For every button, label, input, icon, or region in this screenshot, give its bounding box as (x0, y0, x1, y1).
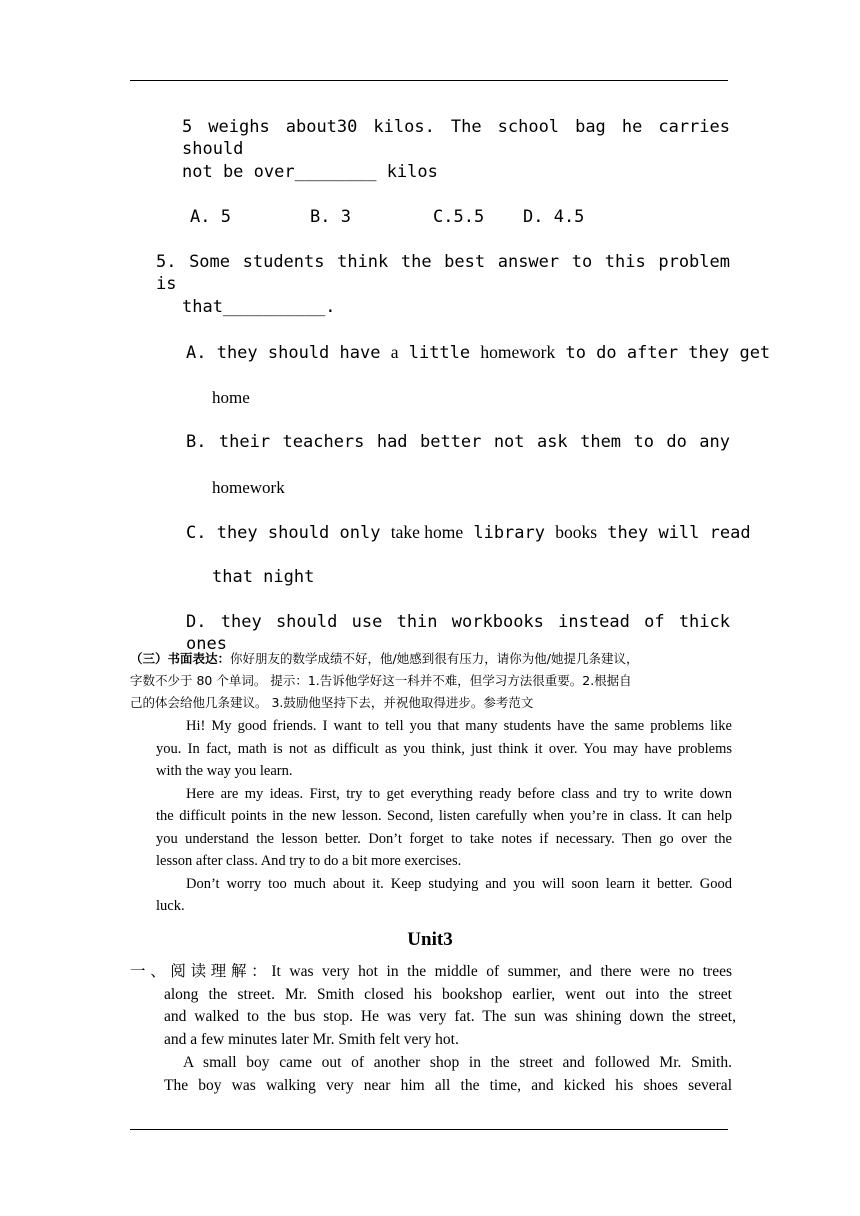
q5-option-c-cont: that night (212, 567, 315, 587)
reading-line6: The boy was walking very near him all the time, and kicked his shoes several (164, 1077, 732, 1094)
q5-line2: that__________. (182, 297, 336, 317)
q4-option-d: D. 4.5 (523, 207, 585, 227)
q5-option-a-text-4: homework (480, 342, 556, 362)
q5-option-a (186, 341, 770, 364)
reading-line2: along the street. Mr. Smith closed his bookshop earlier, went out into the street (164, 986, 732, 1003)
q5-option-c (186, 521, 751, 544)
essay-p2-line3: you understand the lesson better. Don’t forget to take notes if necessary. Then go over the (156, 831, 732, 847)
q5-option-a-text-1: A. they should have (186, 343, 391, 363)
reading-line3: and walked to the bus stop. He was very fat. The sun was shining down the street, (164, 1008, 736, 1025)
footer-rule (130, 1129, 728, 1130)
q5-option-c-text-5: they will read (597, 523, 751, 543)
essay-p3-line2: luck. (156, 898, 185, 914)
q5-option-c-text-3: library (463, 523, 556, 543)
reading-line1-text: It was very hot in the middle of summer, and there were no trees (271, 963, 732, 980)
q4-line2: not be over________ kilos (182, 162, 438, 182)
essay-p3-line1: Don’t worry too much about it. Keep studying and you will soon learn it better. Good (186, 876, 732, 892)
q5-option-a-text-3: little (398, 343, 481, 363)
q5-option-b: B. their teachers had better not ask them to do any (186, 432, 730, 452)
q4-line1: 5 weighs about30 kilos. The school bag he carries should (182, 117, 730, 159)
reading-line5: A small boy came out of another shop in the street and followed Mr. Smith. (183, 1054, 732, 1071)
q5-option-b-cont: homework (212, 478, 285, 497)
q5-option-c-text-4: books (555, 522, 598, 542)
q4-option-b: B. 3 (310, 207, 351, 227)
q5-option-a-text-5: to do after they get (555, 343, 771, 363)
writing-heading: （三）书面表达： (130, 651, 231, 666)
writing-prompt-1: 你好朋友的数学成绩不好，他/她感到很有压力，请你为他/她提几条建议， (230, 651, 639, 666)
writing-prompt-line1 (130, 648, 638, 670)
unit-title: Unit3 (407, 929, 453, 950)
writing-prompt-line3: 己的体会给他几条建议。 3.鼓励他坚持下去，并祝他取得进步。参考范文 (130, 695, 534, 710)
essay-p2-line2: the difficult points in the new lesson. Second, listen carefully when you’re in class. It can help (156, 808, 732, 824)
q5-option-a-text-2: a (390, 342, 399, 362)
writing-prompt-line2: 字数不少于 80 个单词。 提示：1.告诉他学好这一科并不难，但学习方法很重要。2.根据自 (130, 673, 632, 688)
reading-label: 一、阅读理解： (130, 963, 272, 980)
q4-option-a: A. 5 (190, 207, 231, 227)
q5-option-c-text-2: take home (390, 522, 464, 542)
essay-p2-line4: lesson after class. And try to do a bit more exercises. (156, 853, 462, 869)
q5-line1: 5. Some students think the best answer to this problem is (156, 252, 730, 294)
essay-p1-line2: you. In fact, math is not as difficult as you think, just think it over. You may have problems (156, 741, 732, 757)
q5-option-a-cont: home (212, 388, 250, 407)
q5-option-d: D. they should use thin workbooks instead of thick ones (186, 612, 730, 654)
essay-p2-line1: Here are my ideas. First, try to get everything ready before class and try to write down (186, 786, 732, 802)
essay-p1-line1: Hi! My good friends. I want to tell you that many students have the same problems like (186, 718, 732, 734)
q5-option-c-text-1: C. they should only (186, 523, 391, 543)
reading-line4: and a few minutes later Mr. Smith felt very hot. (164, 1031, 459, 1048)
reading-line1 (130, 961, 732, 984)
q4-option-c: C.5.5 (433, 207, 485, 227)
essay-p1-line3: with the way you learn. (156, 763, 293, 779)
header-rule (130, 80, 728, 81)
